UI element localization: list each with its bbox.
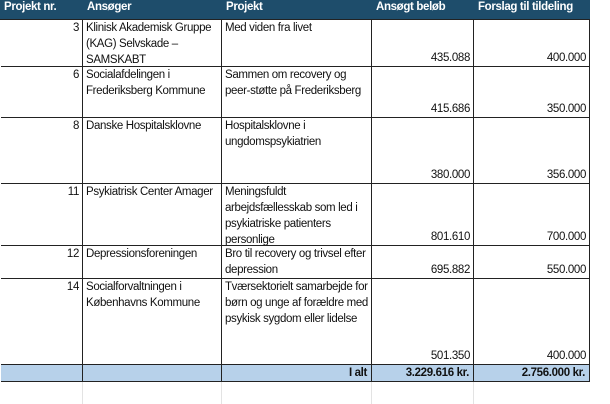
project-nr: 6	[72, 69, 79, 81]
table-row	[1, 20, 590, 67]
table-row	[1, 184, 590, 246]
gridline	[221, 382, 222, 404]
project-nr: 3	[72, 22, 79, 34]
requested-amount: 801.610	[430, 231, 470, 243]
gridline	[371, 382, 372, 404]
project-name: Med viden fra livet	[225, 22, 312, 34]
requested-amount: 501.350	[430, 350, 470, 362]
table-row	[1, 246, 590, 279]
gridline	[473, 382, 474, 404]
total-requested[interactable]: 3.229.616 kr.	[372, 365, 474, 382]
project-name: Bro til recovery og trivsel efter depression	[225, 248, 366, 276]
requested-amount: 415.686	[430, 103, 470, 115]
requested-amount: 435.088	[430, 52, 470, 64]
proposed-amount: 400.000	[546, 350, 586, 362]
applicant: Psykiatrisk Center Amager	[86, 186, 213, 198]
total-row	[1, 365, 590, 382]
header-project-nr[interactable]: Projekt nr.	[1, 1, 83, 20]
total-label[interactable]: I alt	[222, 365, 372, 382]
project-name: Sammen om recovery og peer-støtte på Frederiksberg	[225, 69, 361, 97]
project-nr: 14	[66, 281, 79, 293]
table-row	[1, 67, 590, 118]
requested-amount: 695.882	[430, 264, 470, 276]
proposed-amount: 550.000	[546, 264, 586, 276]
requested-amount: 380.000	[430, 169, 470, 181]
applicant: Klinisk Akademisk Gruppe (KAG) Selvskade – SAMSKABT	[86, 22, 212, 66]
project-nr: 12	[66, 248, 79, 260]
applicant: Socialforvaltningen i Københavns Kommune	[86, 281, 200, 309]
applicant: Danske Hospitalsklovne	[86, 120, 202, 132]
proposed-amount: 700.000	[546, 231, 586, 243]
proposed-amount: 350.000	[546, 103, 586, 115]
total-proposed[interactable]: 2.756.000 kr.	[474, 365, 590, 382]
header-project[interactable]: Projekt	[222, 1, 372, 20]
proposed-amount: 356.000	[546, 169, 586, 181]
project-name: Hospitalsklovne i ungdomspsykiatrien	[225, 120, 321, 148]
proposed-amount: 400.000	[546, 52, 586, 64]
header-applicant[interactable]: Ansøger	[83, 1, 222, 20]
table-row	[1, 279, 590, 365]
applicant: Depressionsforeningen	[86, 248, 197, 260]
project-nr: 11	[67, 186, 79, 198]
header-proposed[interactable]: Forslag til tildeling	[474, 1, 590, 20]
project-nr: 8	[72, 120, 79, 132]
gridline	[82, 382, 83, 404]
project-name: Meningsfuldt arbejdsfællesskab som led i psykiatriske patienters personlige	[225, 186, 358, 245]
table-row	[1, 118, 590, 184]
header-requested[interactable]: Ansøgt beløb	[372, 1, 474, 20]
project-name: Tværsektorielt samarbejde for børn og unge af forældre med psykisk sygdom eller lidelse	[225, 281, 368, 325]
header-row	[1, 1, 590, 20]
applicant: Socialafdelingen i Frederiksberg Kommune	[86, 69, 206, 97]
